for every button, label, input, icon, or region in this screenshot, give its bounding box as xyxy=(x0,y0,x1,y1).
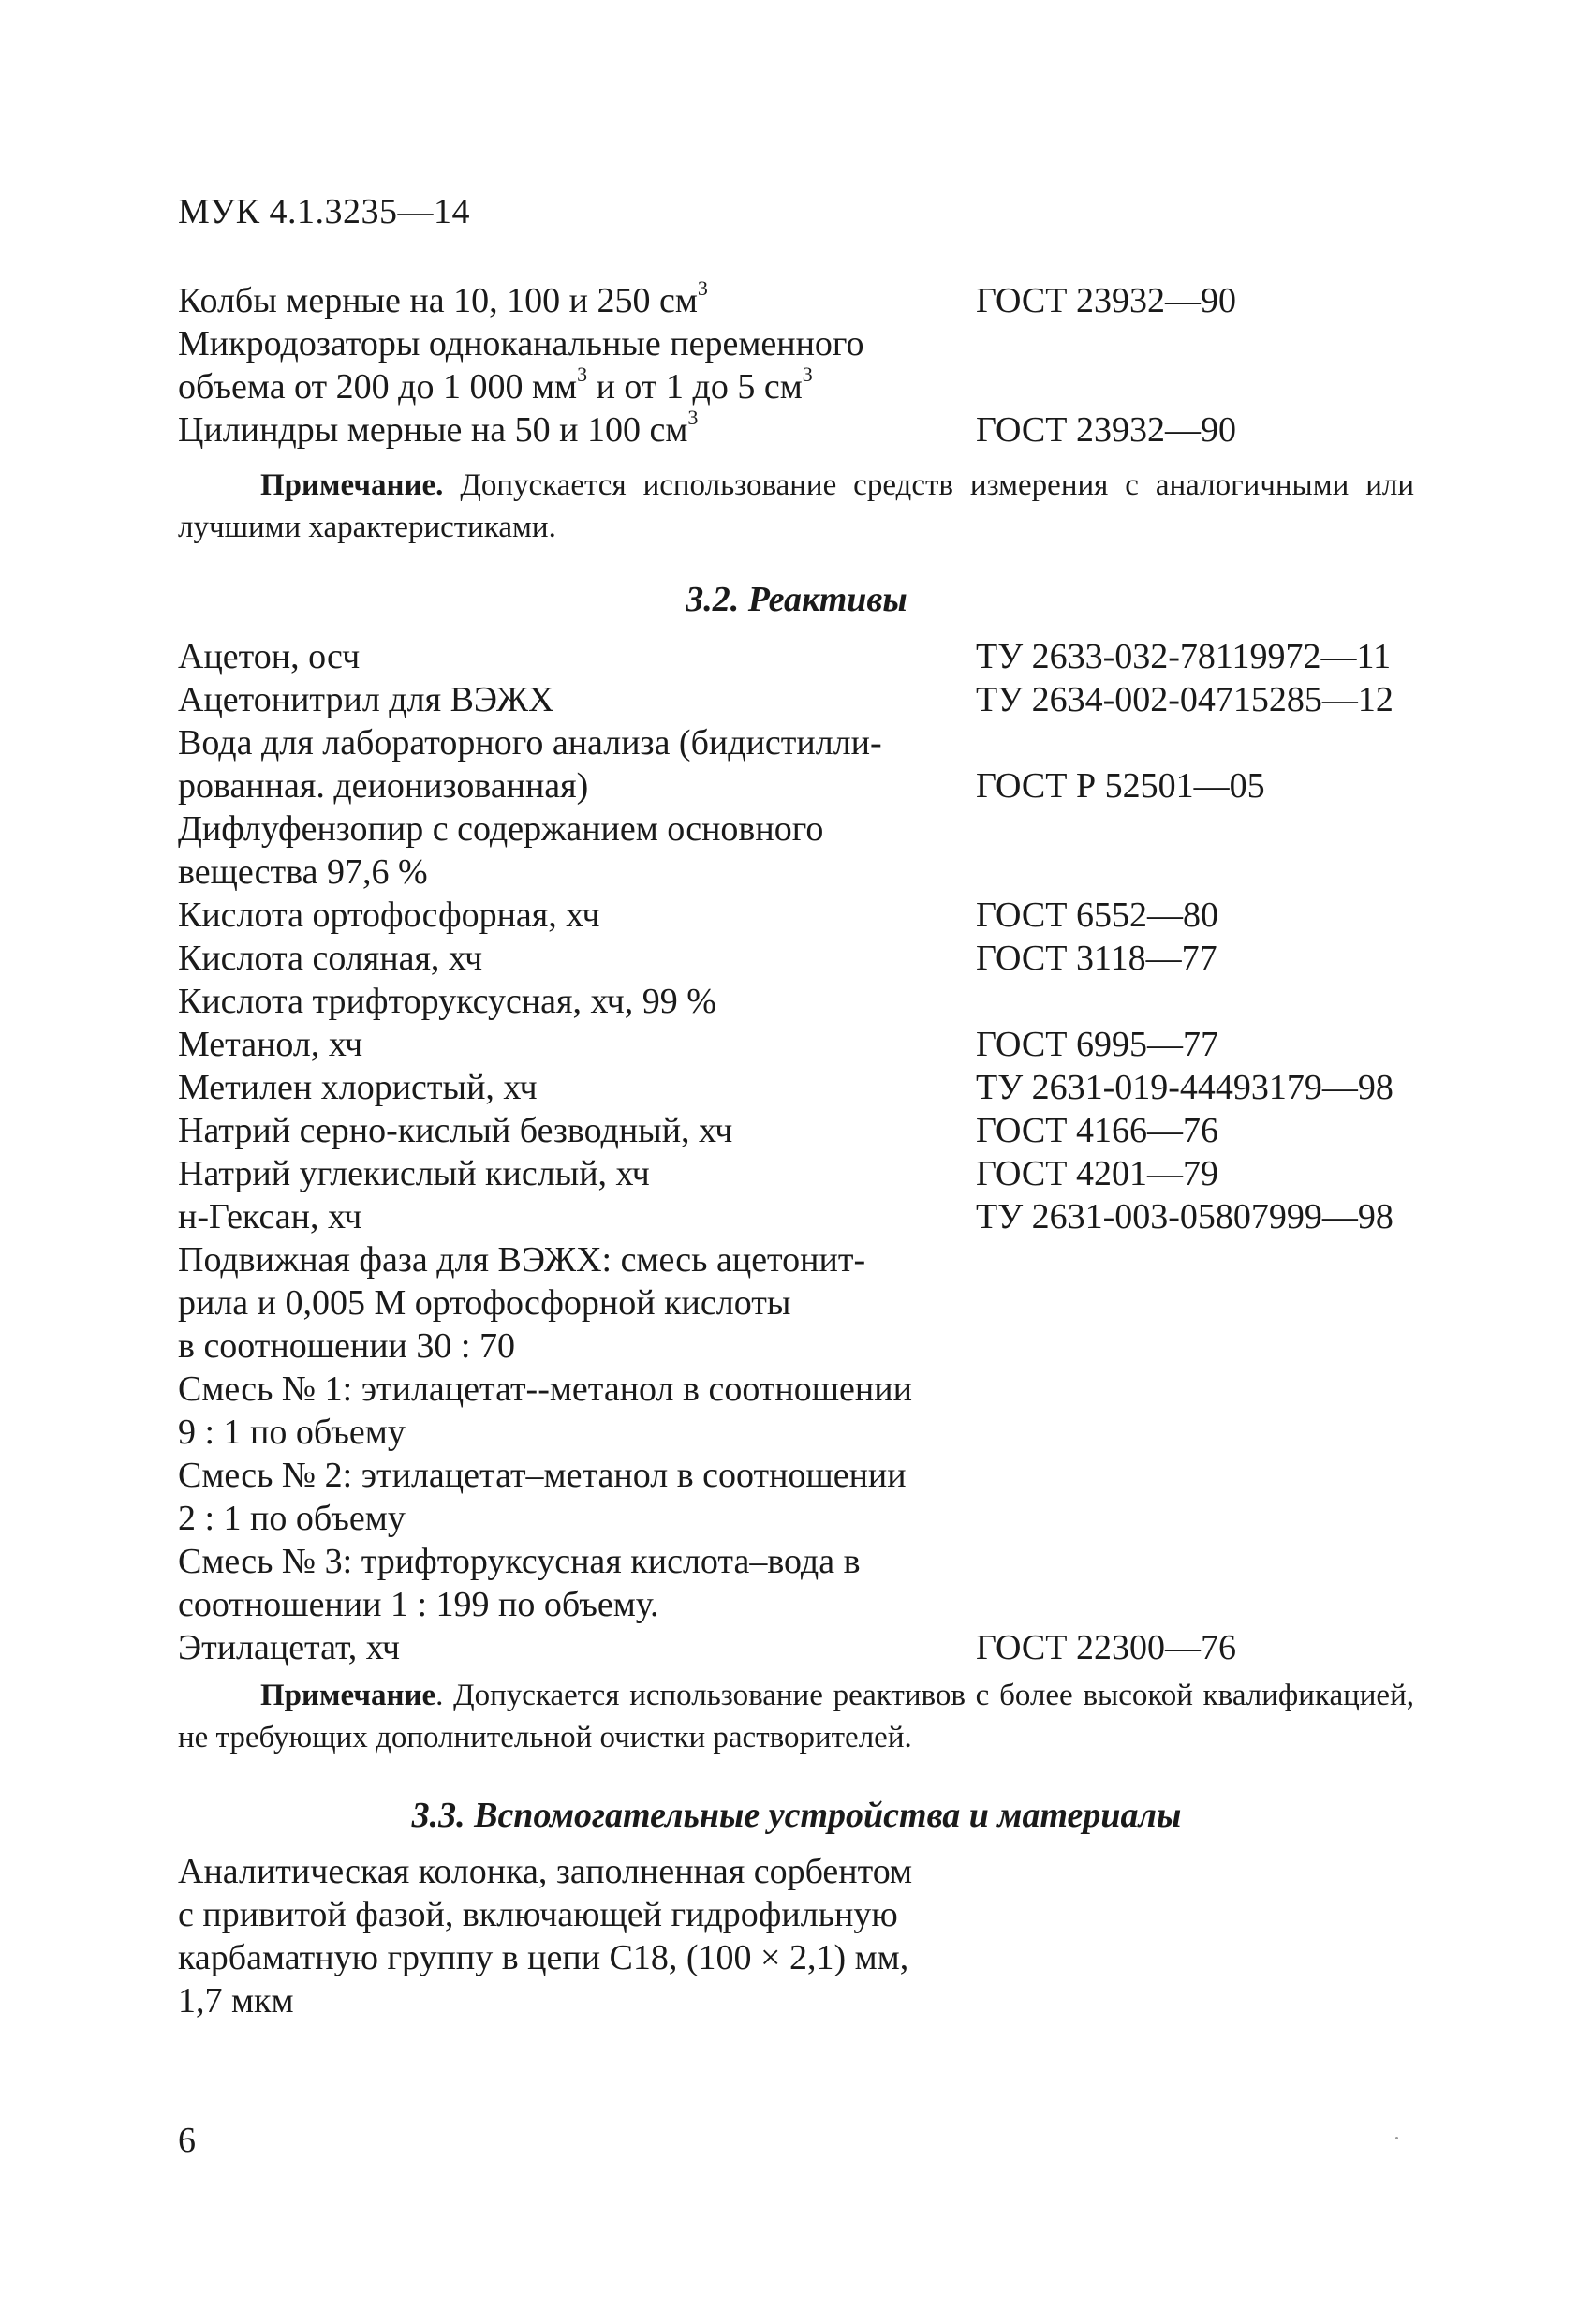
list-item xyxy=(178,1936,1423,1979)
item-name: рованная. деионизованная) xyxy=(178,766,589,806)
item-standard: ГОСТ 4166—76 xyxy=(976,1111,1218,1150)
item-name: Смесь № 3: трифторуксусная кислота–вода в xyxy=(178,1542,861,1581)
note-reagents xyxy=(178,1675,1414,1759)
list-item xyxy=(178,635,1423,678)
list-item xyxy=(178,276,1423,322)
item-name: н-Гексан, хч xyxy=(178,1197,362,1236)
item-name: 1,7 мкм xyxy=(178,1981,294,2021)
item-name: Аналитическая колонка, заполненная сорбентом xyxy=(178,1852,913,1891)
list-item xyxy=(178,1152,1423,1195)
list-item xyxy=(178,1893,1423,1936)
item-name: 2 : 1 по объему xyxy=(178,1499,406,1538)
scan-speck xyxy=(1395,2137,1398,2139)
list-item xyxy=(178,365,1423,408)
item-name: Дифлуфензопир с содержанием основного xyxy=(178,809,824,849)
item-standard: ГОСТ 22300—76 xyxy=(976,1628,1236,1667)
note-text: . Допускается использование реактивов с более высокой квалификацией, не требующих дополнительной очистки растворителей. xyxy=(178,1679,1414,1754)
instruments-list xyxy=(178,276,1423,451)
list-item xyxy=(178,1626,1423,1669)
list-item xyxy=(178,1023,1423,1066)
list-item xyxy=(178,1238,1423,1281)
item-name: соотношении 1 : 199 по объему. xyxy=(178,1585,659,1624)
list-item xyxy=(178,1454,1423,1497)
item-name: Натрий углекислый кислый, хч xyxy=(178,1154,650,1193)
list-item xyxy=(178,408,1423,451)
list-item xyxy=(178,764,1423,807)
list-item xyxy=(178,980,1423,1023)
item-standard: ТУ 2631-019-44493179—98 xyxy=(976,1068,1394,1107)
item-name: рила и 0,005 М ортофосфорной кислоты xyxy=(178,1283,791,1323)
note-label: Примечание. xyxy=(260,468,444,502)
list-item xyxy=(178,1195,1423,1238)
item-name: с привитой фазой, включающей гидрофильную xyxy=(178,1895,898,1934)
list-item xyxy=(178,894,1423,937)
item-name: Кислота ортофосфорная, хч xyxy=(178,896,600,935)
item-name: карбаматную группу в цепи С18, (100 × 2,1) мм, xyxy=(178,1938,909,1977)
aux-list xyxy=(178,1850,1423,2022)
note-label: Примечание xyxy=(260,1679,436,1712)
item-name: Метанол, хч xyxy=(178,1025,363,1064)
list-item xyxy=(178,1497,1423,1540)
list-item xyxy=(178,1540,1423,1583)
item-name: Кислота трифторуксусная, хч, 99 % xyxy=(178,982,716,1021)
section-heading-aux: 3.3. Вспомогательные устройства и материалы xyxy=(411,1796,1182,1835)
item-standard: ТУ 2634-002-04715285—12 xyxy=(976,680,1394,719)
item-standard: ГОСТ 23932—90 xyxy=(976,281,1236,320)
list-item xyxy=(178,1979,1423,2022)
item-name: Натрий серно-кислый безводный, хч xyxy=(178,1111,733,1150)
list-item xyxy=(178,1325,1423,1368)
item-standard: ТУ 2631-003-05807999—98 xyxy=(976,1197,1394,1236)
list-item xyxy=(178,1109,1423,1152)
item-name: в соотношении 30 : 70 xyxy=(178,1326,515,1366)
list-item xyxy=(178,1368,1423,1411)
section-heading-reagents: 3.2. Реактивы xyxy=(686,580,907,619)
item-standard: ГОСТ Р 52501—05 xyxy=(976,766,1265,806)
item-standard: ГОСТ 4201—79 xyxy=(976,1154,1218,1193)
document-header: МУК 4.1.3235—14 xyxy=(178,192,471,231)
reagents-list xyxy=(178,635,1423,1669)
list-item xyxy=(178,937,1423,980)
note-instruments xyxy=(178,465,1414,549)
list-item xyxy=(178,1411,1423,1454)
item-standard: ТУ 2633-032-78119972—11 xyxy=(976,637,1392,676)
list-item xyxy=(178,1281,1423,1325)
item-standard: ГОСТ 6995—77 xyxy=(976,1025,1218,1064)
item-standard: ГОСТ 6552—80 xyxy=(976,896,1218,935)
item-name: Смесь № 1: этилацетат--метанол в соотношении xyxy=(178,1369,912,1409)
list-item xyxy=(178,1066,1423,1109)
page-number: 6 xyxy=(178,2121,196,2160)
list-item xyxy=(178,322,1423,365)
item-name: Микродозаторы одноканальные переменного xyxy=(178,324,864,363)
item-standard: ГОСТ 23932—90 xyxy=(976,410,1236,450)
item-name: объема от 200 до 1 000 $мм^3$ и от 1 до 5 $см^3$ xyxy=(178,363,813,407)
item-name: вещества 97,6 % xyxy=(178,852,428,892)
item-name: Смесь № 2: этилацетат–метанол в соотношении xyxy=(178,1456,907,1495)
list-item xyxy=(178,1850,1423,1893)
item-name: Кислота соляная, хч xyxy=(178,939,483,978)
list-item xyxy=(178,1583,1423,1626)
list-item xyxy=(178,721,1423,764)
item-name: 9 : 1 по объему xyxy=(178,1413,406,1452)
item-name: Ацетонитрил для ВЭЖХ xyxy=(178,680,554,719)
item-name: Колбы мерные на 10, 100 и 250 $см^3$ xyxy=(178,276,708,320)
item-name: Этилацетат, хч xyxy=(178,1628,400,1667)
list-item xyxy=(178,851,1423,894)
item-name: Ацетон, осч xyxy=(178,637,361,676)
item-name: Подвижная фаза для ВЭЖХ: смесь ацетонит- xyxy=(178,1240,866,1280)
item-name: Метилен хлористый, хч xyxy=(178,1068,538,1107)
item-standard: ГОСТ 3118—77 xyxy=(976,939,1217,978)
item-name: Вода для лабораторного анализа (бидистилли- xyxy=(178,723,882,762)
list-item xyxy=(178,678,1423,721)
item-name: Цилиндры мерные на 50 и 100 $см^3$ xyxy=(178,406,699,450)
note-text: Допускается использование средств измерения с аналогичными или лучшими характеристиками. xyxy=(178,468,1414,544)
list-item xyxy=(178,807,1423,851)
